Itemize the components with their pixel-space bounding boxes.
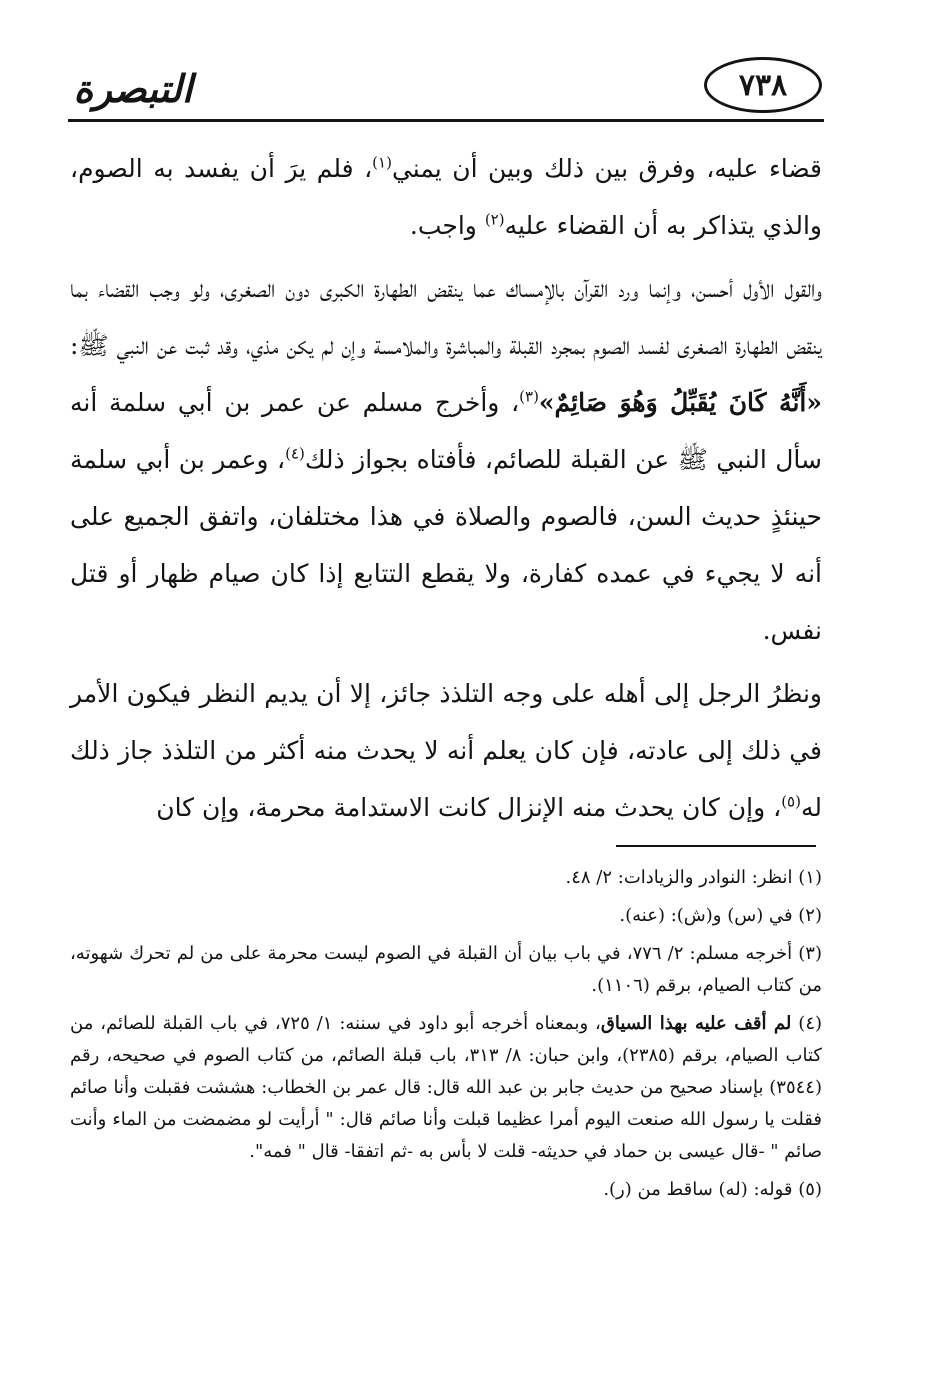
footnote-2: (٢) في (س) و(ش): (عنه). <box>619 905 822 926</box>
footnote-4-bold: لم أقف عليه بهذا السياق <box>600 1013 792 1034</box>
text-run: واجب. <box>409 211 485 240</box>
text-run: والقول الأول أحسن، وإنما ورد القرآن بالإمساك عما ينقض الطهارة الكبرى دون الصغرى، ولو وجب القضاء بما ينقض الطهارة الصغرى لفسد الصوم بمجرد القبلة والمباشرة والملامسة وإن لم يكن مذي، وقد ثبت عن النبي ﷺ: <box>70 274 822 360</box>
text-run: ونظرُ الرجل إلى أهله على وجه التلذذ جائز، إلا أن يديم النظر فيكون الأمر في ذلك إلى عادته، فإن كان يعلم أنه لا يحدث منه أكثر من التلذذ جاز ذلك له <box>70 679 822 822</box>
text-run: قضاء عليه، وفرق بين ذلك وبين أن يمني <box>391 154 822 183</box>
footnote-4 <box>70 1008 822 1168</box>
text-run: ، وإن كان يحدث منه الإنزال كانت الاستدامة محرمة، وإن كان <box>156 793 782 822</box>
hadith-quote: «أَنَّهُ كَانَ يُقَبِّلُ وَهُوَ صَائِمٌ» <box>538 388 822 417</box>
footnote-3: (٣) أخرجه مسلم: ٢/ ٧٧٦، في باب بيان أن القبلة في الصوم ليست محرمة على من لم تحرك شهوته، من كتاب الصيام، برقم (١١٠٦). <box>70 943 822 996</box>
footnotes <box>70 862 822 1206</box>
paragraph-1 <box>70 140 822 254</box>
footnote-ref-5: (٥) <box>781 792 801 811</box>
footnote-4-number: (٤) <box>791 1013 823 1034</box>
paragraph-3 <box>70 665 822 836</box>
footnote-ref-3: (٣) <box>519 387 539 406</box>
footnote-divider <box>616 845 816 847</box>
page-number: ٧٣٨ <box>704 57 822 113</box>
footnote-ref-1: (١) <box>372 153 392 172</box>
footnote-ref-4: (٤) <box>285 444 305 463</box>
main-text <box>70 140 822 836</box>
header-rule <box>68 119 824 122</box>
book-title: التبصرة <box>73 65 193 111</box>
footnote-5: (٥) قوله: (له) ساقط من (ر). <box>603 1179 822 1200</box>
running-header <box>68 55 824 125</box>
paragraph-2 <box>70 260 822 659</box>
text-run: ، وأخرج مسلم عن عمر بن أبي سلمة أنه سأل النبي ﷺ عن القبلة للصائم، فأفتاه بجواز ذلك <box>70 388 822 474</box>
footnote-1: (١) انظر: النوادر والزيادات: ٢/ ٤٨. <box>565 867 822 888</box>
footnote-4-text: ، وبمعناه أخرجه أبو داود في سننه: ١/ ٧٢٥، في باب القبلة للصائم، من كتاب الصيام، برقم (٢٣٨٥)، وابن حبان: ٨/ ٣١٣، باب قبلة الصائم، من كتاب الصوم في صحيحه، رقم (٣٥٤٤) بإسناد صحيح من حديث جابر بن عبد الله قال: قال عمر بن الخطاب: هششت فقبلت وأنا صائم فقلت يا رسول الله صنعت اليوم أمرا عظيما قبلت وأنا صائم قال: " أرأيت لو مضمضت من الماء وأنت صائم " -قال عيسى بن حماد في حديثه- قلت لا بأس به -ثم اتفقا- قال " فمه". <box>70 1013 822 1162</box>
footnote-ref-2: (٢) <box>484 210 505 229</box>
text-run: ، فلم يرَ أن يفسد به الصوم، والذي يتذاكر به أن القضاء عليه <box>70 154 822 240</box>
text-run: ، وعمر بن أبي سلمة حينئذٍ حديث السن، فالصوم والصلاة في هذا مختلفان، واتفق الجميع على أنه لا يجيء في عمده كفارة، ولا يقطع التتابع إذا كان صيام ظهار أو قتل نفس. <box>70 445 822 645</box>
